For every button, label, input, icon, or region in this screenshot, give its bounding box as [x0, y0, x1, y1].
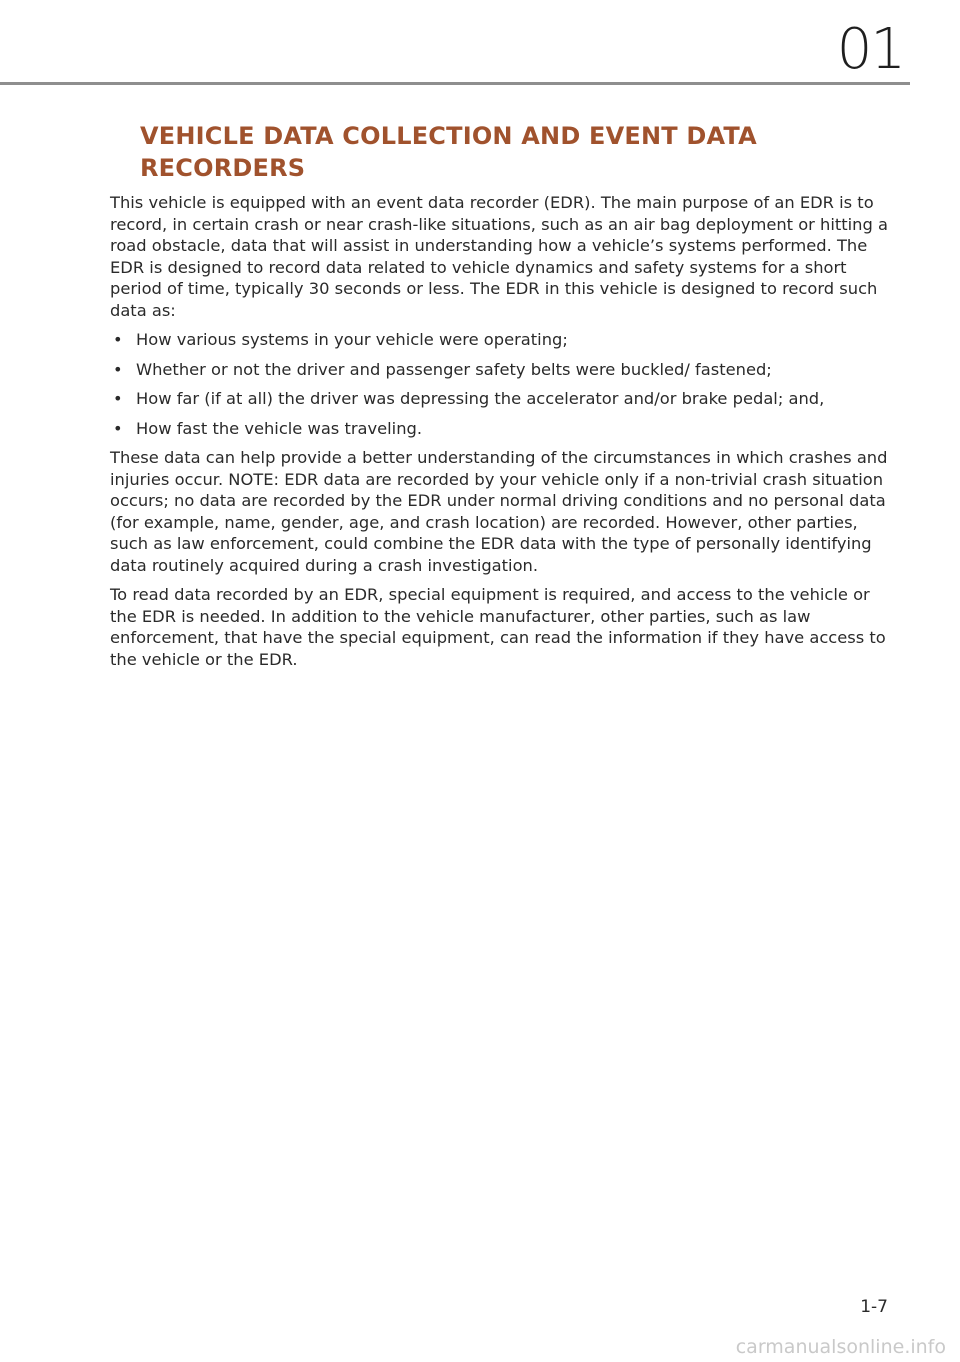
list-item-text: How far (if at all) the driver was depressing the accelerator and/or brake pedal; and, — [136, 389, 825, 408]
list-item — [110, 329, 896, 351]
section-title: VEHICLE DATA COLLECTION AND EVENT DATA RECORDERS — [140, 122, 757, 182]
page-number: 1-7 — [860, 1297, 888, 1317]
bullet-icon: • — [113, 330, 123, 349]
main-content — [110, 120, 896, 678]
list-item-text: How fast the vehicle was traveling. — [136, 418, 423, 438]
list-item-text: How various systems in your vehicle were operating; — [136, 330, 568, 349]
recorded-data-list — [110, 329, 896, 439]
circumstances-paragraph: These data can help provide a better understanding of the circumstances in which crashes and injuries occur. NOTE: EDR data are recorded by your vehicle only if a non-trivial crash situation occurs; no data are recorded by the EDR under normal driving conditions and no personal data (for example, name, gender, age, and crash location) are recorded. However, other parties, such as law enforcement, could combine the EDR data with the type of personally identifying data routinely acquired during a crash investigation. — [110, 448, 888, 575]
list-item — [110, 388, 896, 410]
header-divider — [0, 82, 910, 85]
bullet-icon: • — [113, 359, 123, 379]
access-paragraph: To read data recorded by an EDR, special equipment is required, and access to the vehicle or the EDR is needed. In addition to the vehicle manufacturer, other parties, such as law enforcement, that have the special equipment, can read the information if they have access to the vehicle or the EDR. — [110, 585, 886, 669]
list-item — [110, 418, 896, 440]
list-item — [110, 359, 896, 381]
chapter-number: 01 — [836, 17, 904, 82]
list-item-text: Whether or not the driver and passenger safety belts were buckled/ fastened; — [136, 359, 772, 379]
watermark: carmanualsonline.info — [735, 1336, 946, 1358]
bullet-icon: • — [113, 418, 123, 438]
bullet-icon: • — [113, 389, 123, 408]
intro-paragraph: This vehicle is equipped with an event data recorder (EDR). The main purpose of an EDR is to record, in certain crash or near crash-like situations, such as an air bag deployment or hitting a road obstacle, data that will assist in understanding how a vehicle’s systems performed. The EDR is designed to record data related to vehicle dynamics and safety systems for a short period of time, typically 30 seconds or less. The EDR in this vehicle is designed to record such data as: — [110, 193, 888, 320]
